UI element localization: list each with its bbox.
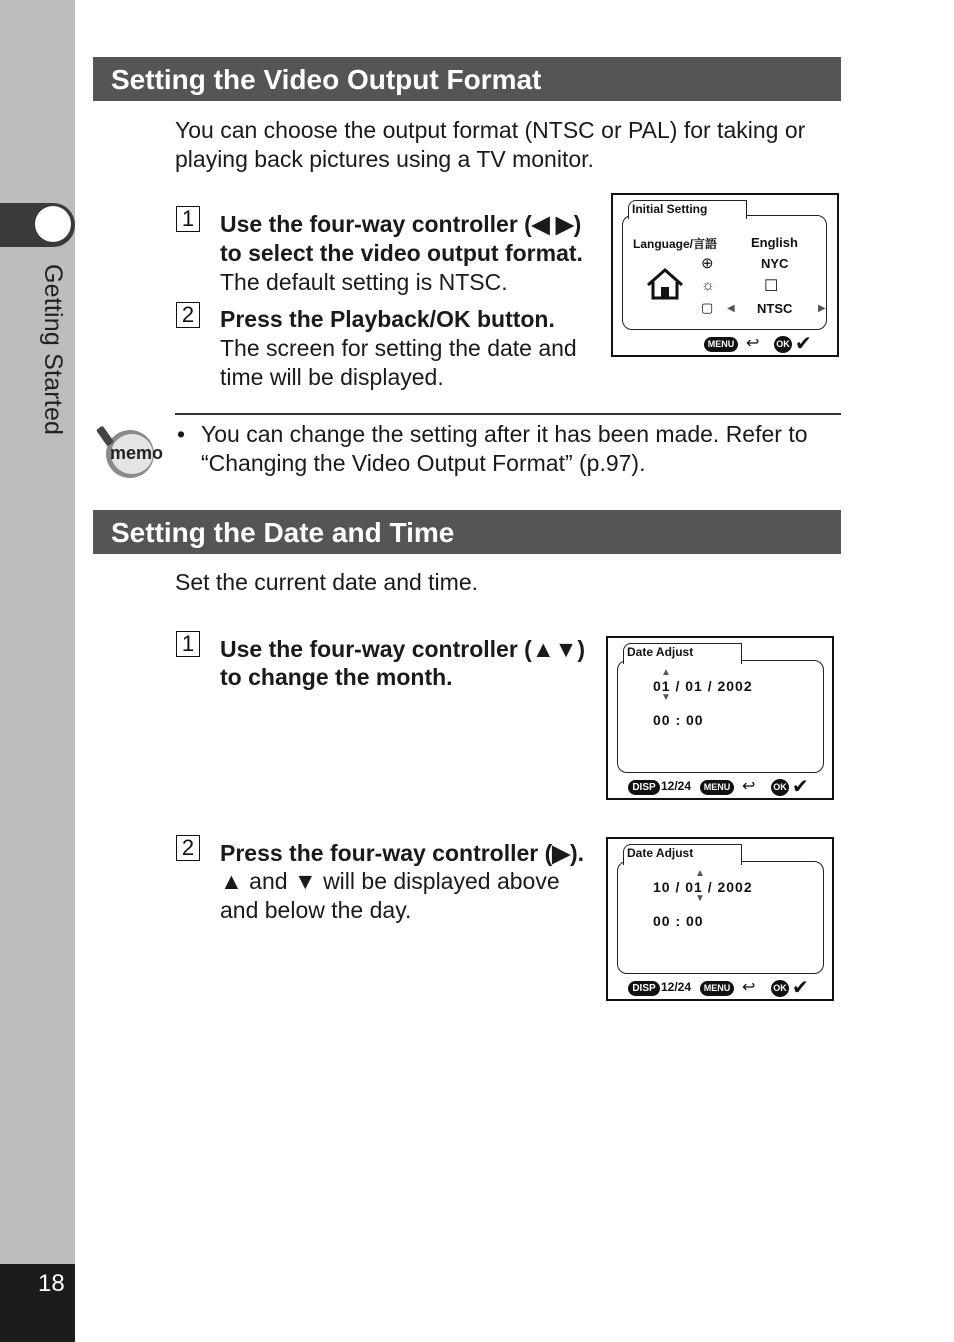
section-title-video-output: Setting the Video Output Format: [93, 57, 841, 101]
date-value: 01 / 01 / 2002: [653, 678, 753, 694]
step1-bold-line1: Use the four-way controller (◀ ▶): [220, 211, 582, 237]
down-arrow-icon: ▼: [695, 893, 705, 904]
left-arrow-icon: ◀: [727, 303, 735, 314]
screen-date-adjust-day: [606, 837, 834, 1001]
time-value: 00 : 00: [653, 712, 704, 728]
ok-button-icon: OK: [771, 980, 789, 997]
memo-text-line2: “Changing the Video Output Format” (p.97).: [201, 450, 646, 476]
date-value: 10 / 01 / 2002: [653, 879, 753, 895]
date-step2-bold: Press the four-way controller (▶).: [220, 840, 585, 866]
sidebar: [0, 0, 75, 1342]
step-number-1: 1: [176, 631, 200, 657]
screen-tab-label: Date Adjust: [627, 645, 694, 659]
date-step1-bold-line1: Use the four-way controller (▲▼): [220, 636, 586, 662]
disp-button-icon: DISP: [628, 981, 660, 996]
checkmark-icon: ✔: [792, 977, 809, 999]
step1-bold-line2: to select the video output format.: [220, 240, 583, 266]
date-step2-text-line2: and below the day.: [220, 897, 412, 923]
screen-tab-label: Initial Setting: [632, 202, 708, 216]
page-number: 18: [38, 1270, 65, 1297]
up-arrow-icon: ▲: [661, 667, 671, 678]
down-arrow-icon: ▼: [661, 692, 671, 703]
chapter-label: Getting Started: [39, 264, 67, 436]
up-arrow-icon: ▲: [695, 868, 705, 879]
section1-intro: You can choose the output format (NTSC or PAL) for taking or playing back pictures using a TV monitor.: [175, 117, 806, 172]
step2-bold: Press the Playback/OK button.: [220, 306, 555, 332]
memo-text-line1: You can change the setting after it has been made. Refer to: [201, 421, 808, 447]
memo-divider: [175, 413, 841, 415]
checkbox-icon: ☐: [764, 278, 779, 295]
menu-button-icon: MENU: [700, 981, 734, 996]
video-out-icon: ▢: [701, 300, 714, 315]
step2-text-line1: The screen for setting the date and: [220, 335, 577, 361]
step-number-1: 1: [176, 206, 200, 232]
step1-text: The default setting is NTSC.: [220, 269, 508, 295]
date-step2-text-line1: ▲ and ▼ will be displayed above: [220, 868, 560, 894]
video-format-value: NTSC: [757, 301, 793, 316]
memo-bullet: •: [177, 421, 186, 447]
daylight-saving-icon: ☼: [701, 277, 715, 294]
language-value: English: [751, 235, 798, 250]
step2-text-line2: time will be displayed.: [220, 364, 444, 390]
checkmark-icon: ✔: [795, 333, 812, 355]
time-format-label: 12/24: [661, 779, 692, 793]
right-arrow-icon: ▶: [818, 303, 826, 314]
ok-button-icon: OK: [771, 779, 789, 796]
screen-tab-label: Date Adjust: [627, 846, 694, 860]
ok-button-icon: OK: [774, 336, 792, 353]
sidebar-circle-icon: [35, 206, 71, 242]
return-icon: ↩: [746, 335, 760, 352]
screen-panel: [617, 861, 824, 974]
screen-panel: [617, 660, 824, 773]
globe-icon: ⊕: [701, 255, 714, 272]
date-step1-bold-line2: to change the month.: [220, 664, 453, 690]
checkmark-icon: ✔: [792, 776, 809, 798]
return-icon: ↩: [742, 778, 756, 795]
step-number-2: 2: [176, 835, 200, 861]
home-icon: [645, 267, 685, 301]
section-title-date-time: Setting the Date and Time: [93, 510, 841, 554]
time-value: 00 : 00: [653, 913, 704, 929]
time-format-label: 12/24: [661, 980, 692, 994]
menu-button-icon: MENU: [704, 337, 738, 352]
memo-icon: memo: [97, 424, 161, 480]
language-label: Language/言語: [633, 237, 718, 251]
menu-button-icon: MENU: [700, 780, 734, 795]
screen-date-adjust-month: [606, 636, 834, 800]
city-value: NYC: [761, 256, 789, 271]
disp-button-icon: DISP: [628, 780, 660, 795]
screen-initial-setting: [611, 193, 839, 357]
return-icon: ↩: [742, 979, 756, 996]
step-number-2: 2: [176, 302, 200, 328]
section2-intro: Set the current date and time.: [175, 569, 479, 595]
